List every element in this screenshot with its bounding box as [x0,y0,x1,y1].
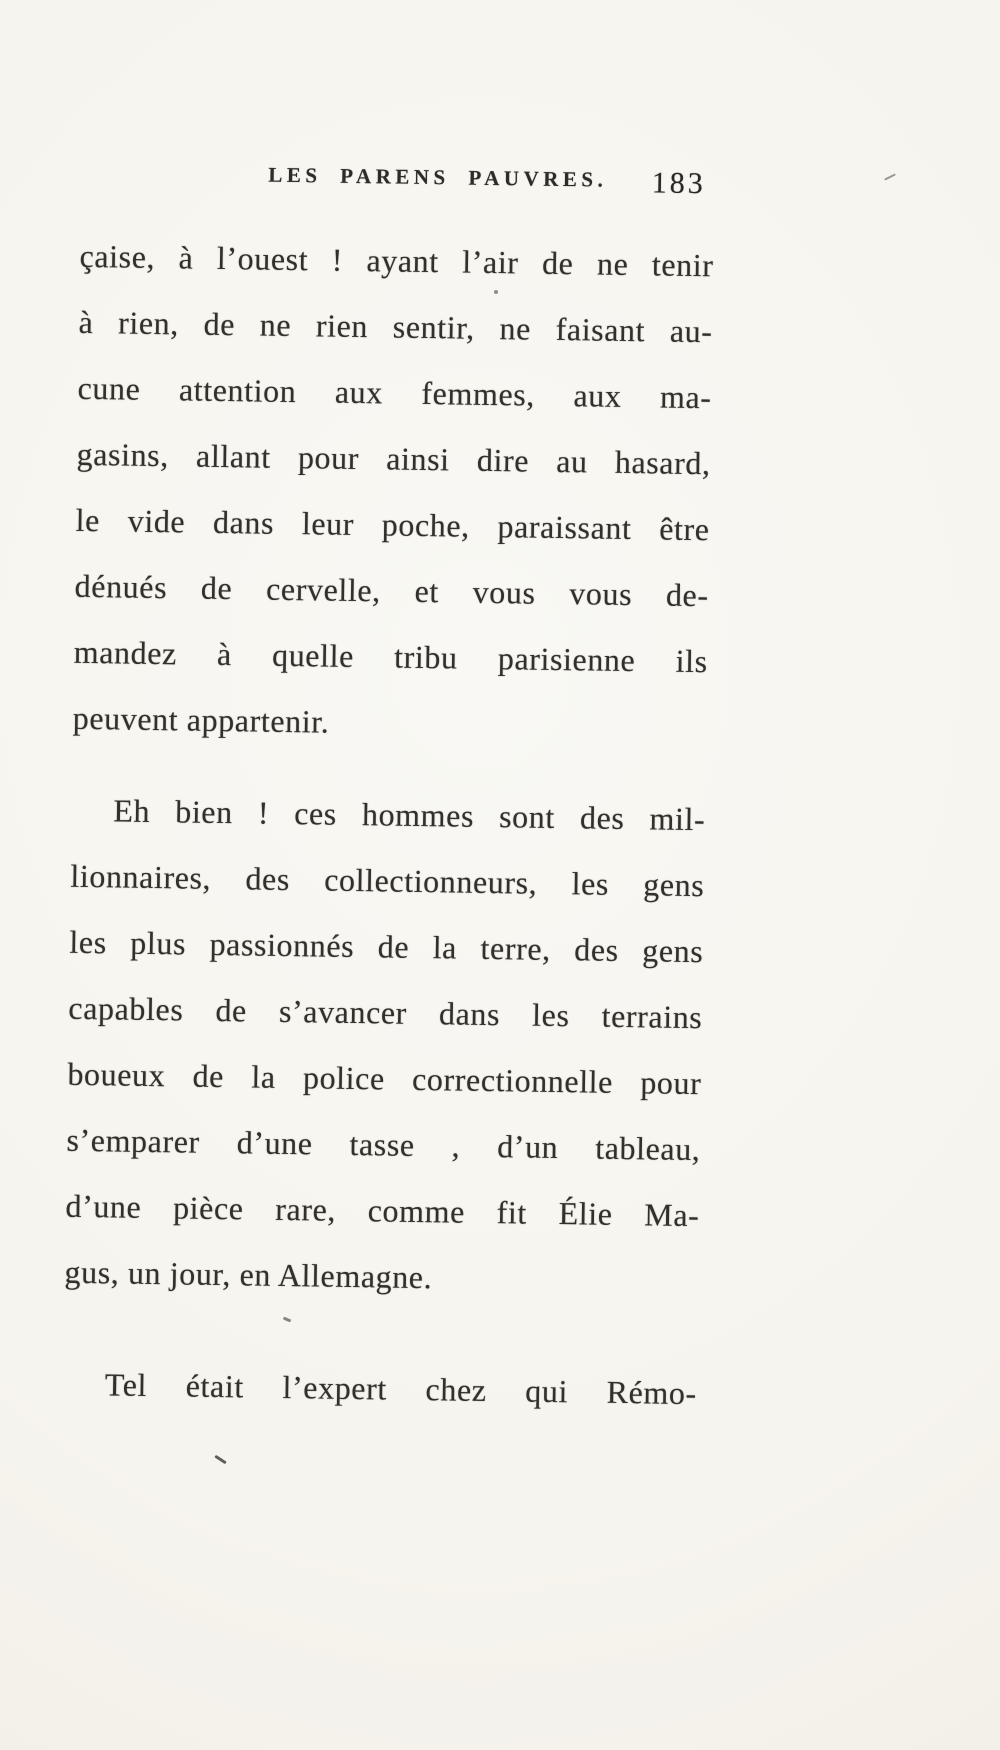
text-line: Tel était l’expert chez qui Rémo- [104,1366,698,1412]
page-number: 183 [651,166,707,201]
text-line: le vide dans leur poche, paraissant être [75,501,710,548]
ink-speck [494,290,498,294]
text-line: à rien, de ne rien sentir, ne faisant au- [78,303,713,350]
body-text [62,223,714,1426]
text-line: s’emparer d’une tasse , d’un tableau, [66,1121,701,1168]
text-line: gasins, allant pour ainsi dire au hasard, [76,435,711,482]
text-line: boueux de la police correctionnelle pour [67,1055,702,1102]
text-line: d’une pièce rare, comme fit Élie Ma- [65,1187,700,1234]
paragraph-3 [62,1351,697,1426]
paragraph-2 [64,777,706,1314]
text-line: Eh bien ! ces hommes sont des mil- [113,792,706,838]
text-line: cune attention aux femmes, aux ma- [77,369,712,416]
text-line: dénués de cervelle, et vous vous de- [74,567,709,614]
running-title: LES PARENS PAUVRES. [268,162,608,192]
text-line: gus, un jour, en Allemagne. [64,1253,433,1296]
text-line: capables de s’avancer dans les terrains [68,989,703,1036]
text-line: peuvent appartenir. [72,699,330,740]
text-line: çaise, à l’ouest ! ayant l’air de ne tenir [79,237,714,284]
paragraph-1 [72,223,714,760]
text-line: lionnaires, des collectionneurs, les gens [70,857,705,904]
text-line: les plus passionnés de la terre, des gens [69,923,704,970]
text-line: mandez à quelle tribu parisienne ils [73,633,708,680]
